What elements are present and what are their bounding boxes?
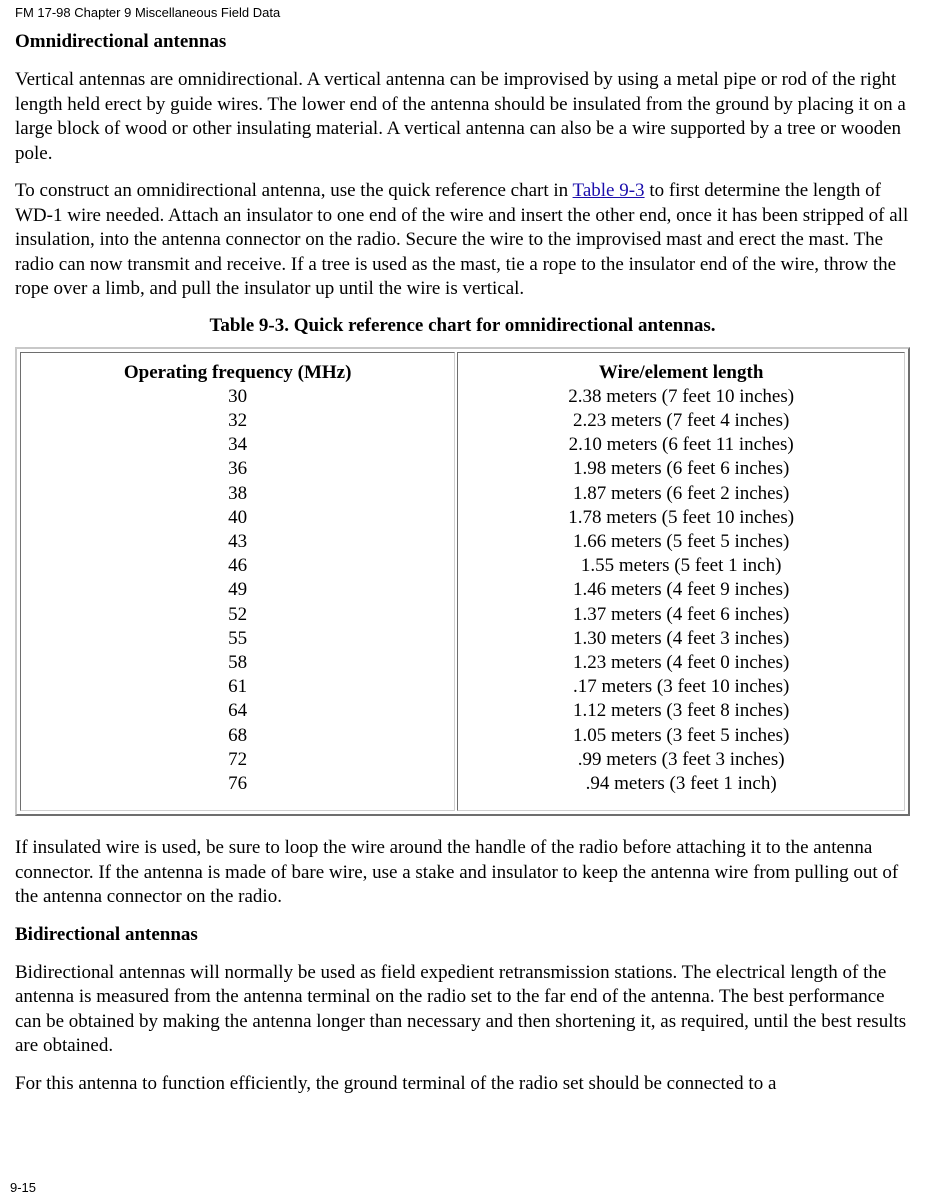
paragraph-ground-terminal: For this antenna to function efficiently, the ground terminal of the radio set should be connected to a: [15, 1072, 777, 1094]
frequency-column: [20, 352, 455, 812]
length-value: 1.37 meters (4 feet 6 inches): [573, 603, 790, 625]
page-content: [15, 30, 910, 1109]
frequency-value: 32: [228, 409, 248, 431]
frequency-value: 55: [228, 627, 248, 649]
length-column: [457, 352, 905, 812]
length-value: 2.10 meters (6 feet 11 inches): [568, 434, 794, 456]
frequency-list: [25, 385, 450, 796]
frequency-column-header: Operating frequency (MHz): [123, 361, 352, 383]
frequency-value: 36: [228, 458, 248, 480]
reference-table-frame: [15, 347, 910, 817]
table-row: [20, 352, 905, 812]
paragraph-text-before-link: To construct an omnidirectional antenna, use the quick reference chart in: [15, 180, 573, 201]
length-value: 1.66 meters (5 feet 5 inches): [573, 530, 790, 552]
length-list: [462, 385, 900, 796]
frequency-value: 49: [228, 579, 248, 601]
length-value: 1.30 meters (4 feet 3 inches): [573, 627, 790, 649]
paragraph-insulated-wire: If insulated wire is used, be sure to loop the wire around the handle of the radio before attaching it to the antenna connector. If the antenna is made of bare wire, use a stake and insulator to keep the antenna wire from pulling out of the antenna connector on the radio.: [15, 837, 899, 908]
length-value: 1.87 meters (6 feet 2 inches): [573, 482, 790, 504]
length-value: 1.55 meters (5 feet 1 inch): [580, 555, 782, 577]
frequency-value: 68: [228, 724, 248, 746]
table-caption: Table 9-3. Quick reference chart for omnidirectional antennas.: [209, 314, 716, 336]
frequency-value: 40: [228, 506, 248, 528]
length-value: 2.23 meters (7 feet 4 inches): [573, 409, 790, 431]
heading-bidirectional: Bidirectional antennas: [15, 923, 198, 945]
page-number: 9-15: [10, 1180, 37, 1195]
length-value: 1.05 meters (3 feet 5 inches): [573, 724, 790, 746]
frequency-value: 43: [228, 530, 248, 552]
length-value: 1.98 meters (6 feet 6 inches): [573, 458, 790, 480]
frequency-value: 38: [228, 482, 248, 504]
length-value: 1.23 meters (4 feet 0 inches): [573, 651, 790, 673]
heading-omnidirectional: Omnidirectional antennas: [15, 31, 227, 52]
length-value: .17 meters (3 feet 10 inches): [573, 676, 790, 698]
reference-table: [18, 350, 907, 814]
frequency-value: 30: [228, 385, 248, 407]
frequency-value: 72: [228, 748, 248, 770]
frequency-value: 52: [228, 603, 248, 625]
paragraph-bidirectional: Bidirectional antennas will normally be used as field expedient retransmission stations. The electrical length of the antenna is measured from the antenna terminal on the radio set to the far end of the antenna. The best performance can be obtained by making the antenna longer than necessary and then shortening it, as required, until the best results are obtained.: [15, 961, 907, 1057]
frequency-value: 61: [228, 676, 248, 698]
length-value: .99 meters (3 feet 3 inches): [577, 748, 785, 770]
paragraph-vertical-antennas: Vertical antennas are omnidirectional. A vertical antenna can be improvised by using a metal pipe or rod of the right length held erect by guide wires. The lower end of the antenna should be insulated from the ground by placing it on a large block of wood or other insulating material. A vertical antenna can also be a wire supported by a tree or wooden pole.: [15, 69, 906, 164]
table-9-3-link[interactable]: Table 9-3: [572, 180, 645, 201]
frequency-value: 64: [228, 700, 248, 722]
length-value: 1.78 meters (5 feet 10 inches): [568, 506, 795, 528]
paragraph-text-after-link: to first determine the length of WD-1 wire needed. Attach an insulator to one end of the wire and insert the other end, once it has been stripped of all insulation, into the antenna connector on the radio. Secure the wire to the improvised mast and erect the mast. The radio can now transmit and receive. If a tree is used as the mast, tie a rope to the insulator end of the wire, throw the rope over a limb, and pull the insulator up until the wire is vertical.: [15, 180, 909, 299]
length-value: 2.38 meters (7 feet 10 inches): [568, 385, 795, 407]
length-value: 1.12 meters (3 feet 8 inches): [573, 700, 790, 722]
length-column-header: Wire/element length: [598, 361, 764, 383]
paragraph-construct-antenna: [15, 179, 910, 302]
frequency-value: 58: [228, 651, 248, 673]
frequency-value: 76: [228, 772, 248, 794]
frequency-value: 34: [228, 434, 248, 456]
frequency-value: 46: [228, 555, 248, 577]
length-value: .94 meters (3 feet 1 inch): [585, 772, 777, 794]
length-value: 1.46 meters (4 feet 9 inches): [573, 579, 790, 601]
running-header: FM 17-98 Chapter 9 Miscellaneous Field Data: [15, 5, 281, 20]
